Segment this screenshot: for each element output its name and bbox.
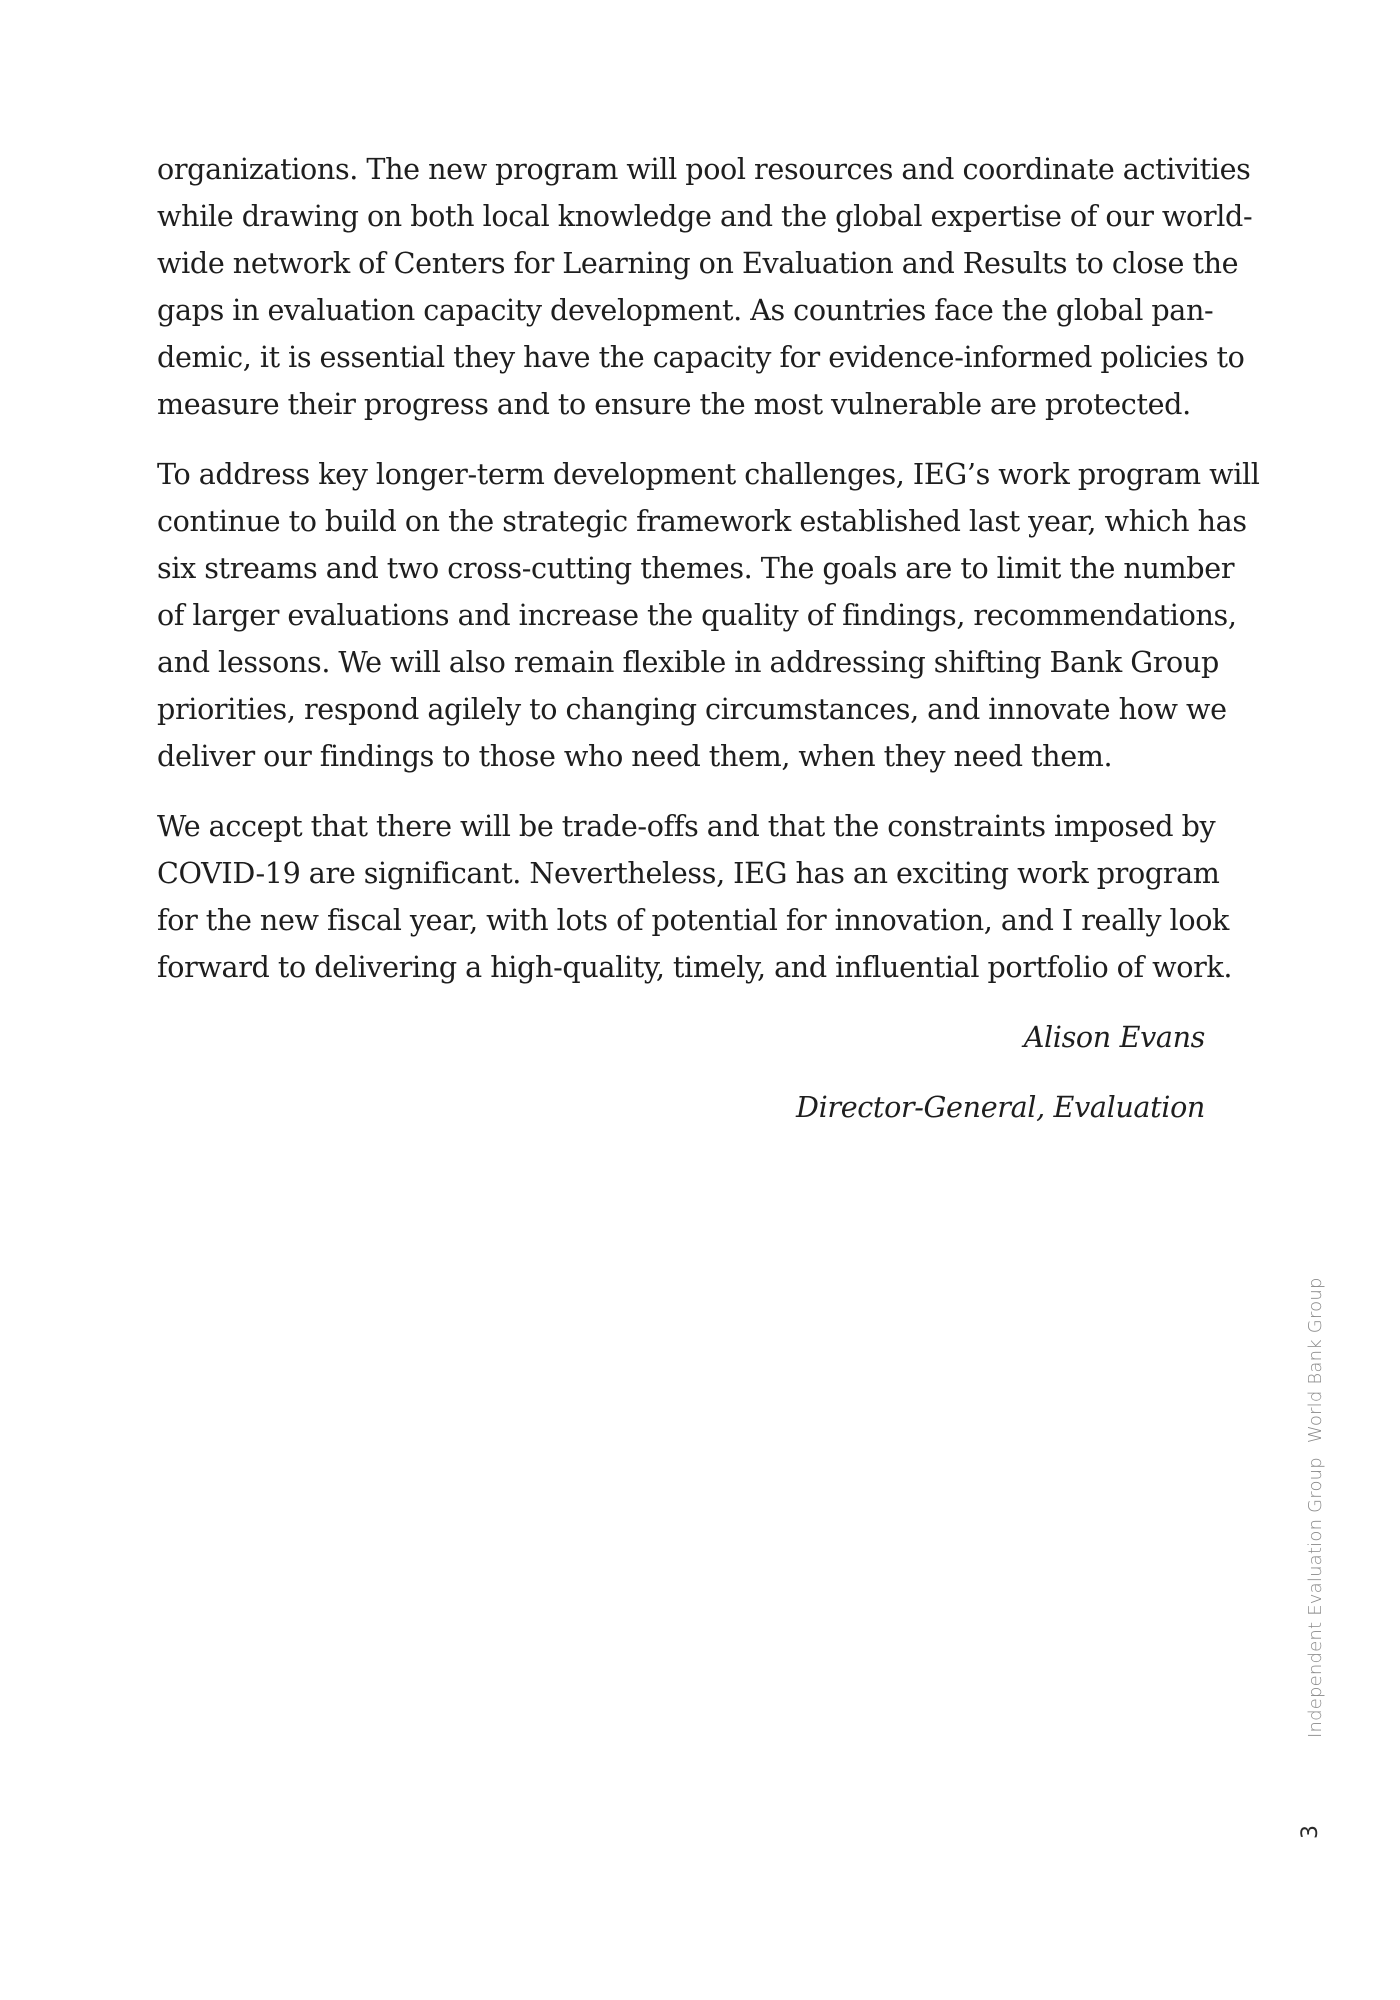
text-line: for the new fiscal year, with lots of potential for innovation, and I really look [157,903,1230,937]
text-line: continue to build on the strategic framework established last year, which has [157,504,1247,538]
text-line: while drawing on both local knowledge and the global expertise of our world- [157,199,1253,233]
signature-name: Alison Evans [1023,1020,1205,1054]
running-footer [1300,1218,1330,1738]
text-line: measure their progress and to ensure the most vulnerable are protected. [157,387,1191,421]
text-line: and lessons. We will also remain flexible in addressing shifting Bank Group [157,645,1219,679]
body-content [157,146,1260,1154]
text-line: COVID-19 are significant. Nevertheless, IEG has an exciting work program [157,856,1220,890]
text-line: six streams and two cross-cutting themes. The goals are to limit the number [157,551,1235,585]
text-line: of larger evaluations and increase the quality of findings, recommendations, [157,598,1237,632]
text-line: To address key longer-term development challenges, IEG’s work program will [157,457,1260,491]
footer-parent-org: World Bank Group [1304,1277,1326,1444]
text-line: forward to delivering a high-quality, timely, and influential portfolio of work. [157,950,1233,984]
text-line: organizations. The new program will pool resources and coordinate activities [157,152,1251,186]
paragraph-3 [157,803,1233,991]
text-line: priorities, respond agilely to changing circumstances, and innovate how we [157,692,1227,726]
text-line: wide network of Centers for Learning on Evaluation and Results to close the [157,246,1239,280]
text-line: demic, it is essential they have the capacity for evidence-informed policies to [157,340,1245,374]
text-line: deliver our findings to those who need them, when they need them. [157,739,1113,773]
page-number: 3 [1297,1825,1323,1839]
footer-org: Independent Evaluation Group [1304,1457,1326,1738]
signature-block [157,1014,1205,1131]
paragraph-2 [157,451,1260,780]
text-line: We accept that there will be trade-offs and that the constraints imposed by [157,809,1216,843]
paragraph-1 [157,146,1253,428]
signature-title: Director-General, Evaluation [796,1090,1205,1124]
text-line: gaps in evaluation capacity development. As countries face the global pan- [157,293,1214,327]
